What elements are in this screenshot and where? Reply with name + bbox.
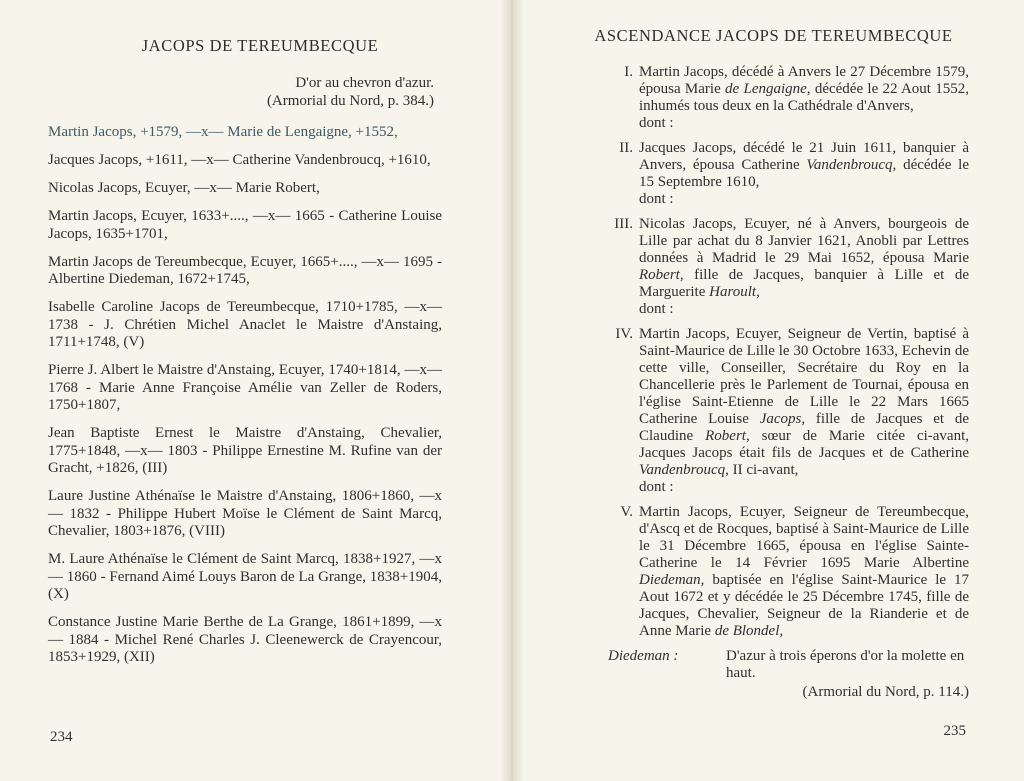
lineage-entry: Isabelle Caroline Jacops de Tereumbecque, 1710+1785, —x— 1738 - J. Chrétien Michel Anaclet le Maistre d'Anstaing, 1711+1748, (V) bbox=[48, 299, 442, 350]
arms-note-text: D'azur à trois éperons d'or la molette en haut. (Armorial du Nord, p. 114.) bbox=[726, 648, 969, 700]
dont-label: dont : bbox=[639, 115, 674, 131]
generation-text: Martin Jacops, Ecuyer, Seigneur de Vertin, baptisé à Saint-Maurice de Lille le 30 Octobre 1633, Echevin de cette ville, Conseiller, Secrétaire du Roy en la Chancellerie près le Parlement de Tournai, épousa en l'église Saint-Etienne de Lille le 22 Mars 1665 Catherine Louise Jacops, fille de Jacques et de Claudine Robert, sœur de Marie citée ci-avant, Jacques Jacops était fils de Jacques et de Catherine Vandenbroucq, II ci-avant, dont : bbox=[639, 326, 970, 495]
lineage-entry: Martin Jacops, Ecuyer, 1633+...., —x— 1665 - Catherine Louise Jacops, 1635+1701, bbox=[48, 208, 442, 242]
generation-number: III. bbox=[614, 216, 633, 232]
lineage-entry: Constance Justine Marie Berthe de La Grange, 1861+1899, —x— 1884 - Michel René Charles J. Cleenewerck de Crayencour, 1853+1929, (XII) bbox=[48, 614, 442, 665]
generation-number: IV. bbox=[615, 326, 633, 342]
lineage-entry: Jean Baptiste Ernest le Maistre d'Anstaing, Chevalier, 1775+1848, —x— 1803 - Philippe Ernestine M. Rufine van der Gracht, +1826, (III) bbox=[48, 425, 442, 476]
page-number-left: 234 bbox=[50, 729, 73, 745]
dont-label: dont : bbox=[639, 301, 674, 317]
lineage-entry: Pierre J. Albert le Maistre d'Anstaing, Ecuyer, 1740+1814, —x— 1768 - Marie Anne Françoise Amélie van Zeller de Roders, 1750+1807, bbox=[48, 362, 442, 413]
right-page-title: ASCENDANCE JACOPS DE TEREUMBECQUE bbox=[594, 26, 953, 45]
generation-text: Martin Jacops, décédé à Anvers le 27 Décembre 1579, épousa Marie de Lengaigne, décédée le 22 Aout 1552, inhumés tous deux en la Cathédrale d'Anvers, dont : bbox=[639, 64, 969, 131]
generation-entry bbox=[578, 216, 969, 318]
dont-label: dont : bbox=[639, 479, 674, 495]
arms-description bbox=[48, 74, 434, 110]
arms-note-label: Diedeman : bbox=[608, 648, 679, 664]
arms-source: (Armorial du Nord, p. 384.) bbox=[266, 93, 434, 109]
page-number-right: 235 bbox=[943, 723, 966, 739]
arms-note-source: (Armorial du Nord, p. 114.) bbox=[802, 684, 969, 700]
arms-note bbox=[608, 648, 969, 701]
generation-text: Jacques Jacops, décédé le 21 Juin 1611, banquier à Anvers, épousa Catherine Vandenbroucq, décédée le 15 Septembre 1610, dont : bbox=[639, 140, 969, 207]
arms-blazon: D'or au chevron d'azur. bbox=[295, 75, 434, 91]
generation-number: II. bbox=[619, 140, 633, 156]
right-page bbox=[524, 0, 1024, 781]
lineage-entry: Martin Jacops de Tereumbecque, Ecuyer, 1665+...., —x— 1695 - Albertine Diedeman, 1672+1745, bbox=[48, 253, 442, 287]
lineage-entry: Martin Jacops, +1579, —x— Marie de Lengaigne, +1552, bbox=[48, 124, 398, 140]
left-page-title: JACOPS DE TEREUMBECQUE bbox=[141, 36, 379, 55]
generation-text: Nicolas Jacops, Ecuyer, né à Anvers, bourgeois de Lille par achat du 8 Janvier 1621, Anobli par Lettres données à Madrid le 29 Mai 1652, épousa Marie Robert, fille de Jacques, banquier à Lille et de Marguerite Haroult, dont : bbox=[639, 216, 969, 317]
lineage-entry: Nicolas Jacops, Ecuyer, —x— Marie Robert, bbox=[48, 180, 320, 196]
dont-label: dont : bbox=[639, 191, 674, 207]
left-page bbox=[0, 0, 500, 781]
generation-number: I. bbox=[624, 64, 633, 80]
generation-entry bbox=[578, 64, 969, 132]
lineage-entry: Jacques Jacops, +1611, —x— Catherine Vandenbroucq, +1610, bbox=[48, 152, 431, 168]
generation-entry bbox=[578, 326, 969, 496]
book-gutter bbox=[500, 0, 524, 781]
lineage-entry: M. Laure Athénaïse le Clément de Saint Marcq, 1838+1927, —x— 1860 - Fernand Aimé Louys Baron de La Grange, 1838+1904, (X) bbox=[48, 551, 442, 602]
lineage-entry: Laure Justine Athénaïse le Maistre d'Anstaing, 1806+1860, —x— 1832 - Philippe Hubert Moïse le Clément de Saint Marcq, Chevalier, 1803+1876, (VIII) bbox=[48, 488, 442, 539]
generation-entry bbox=[578, 140, 969, 208]
generation-entry bbox=[578, 504, 969, 640]
generation-text: Martin Jacops, Ecuyer, Seigneur de Tereumbecque, d'Ascq et de Rocques, baptisé à Saint-Maurice de Lille le 31 Décembre 1665, épousa en l'église Sainte-Catherine le 14 Février 1695 Marie Albertine Diedeman, baptisée en l'église Saint-Maurice le 17 Aout 1672 et y décédée le 25 Décembre 1745, fille de Jacques, Chevalier, Seigneur de la Rianderie et de Anne Marie de Blondel, bbox=[639, 504, 969, 639]
generation-number: V. bbox=[620, 504, 633, 520]
